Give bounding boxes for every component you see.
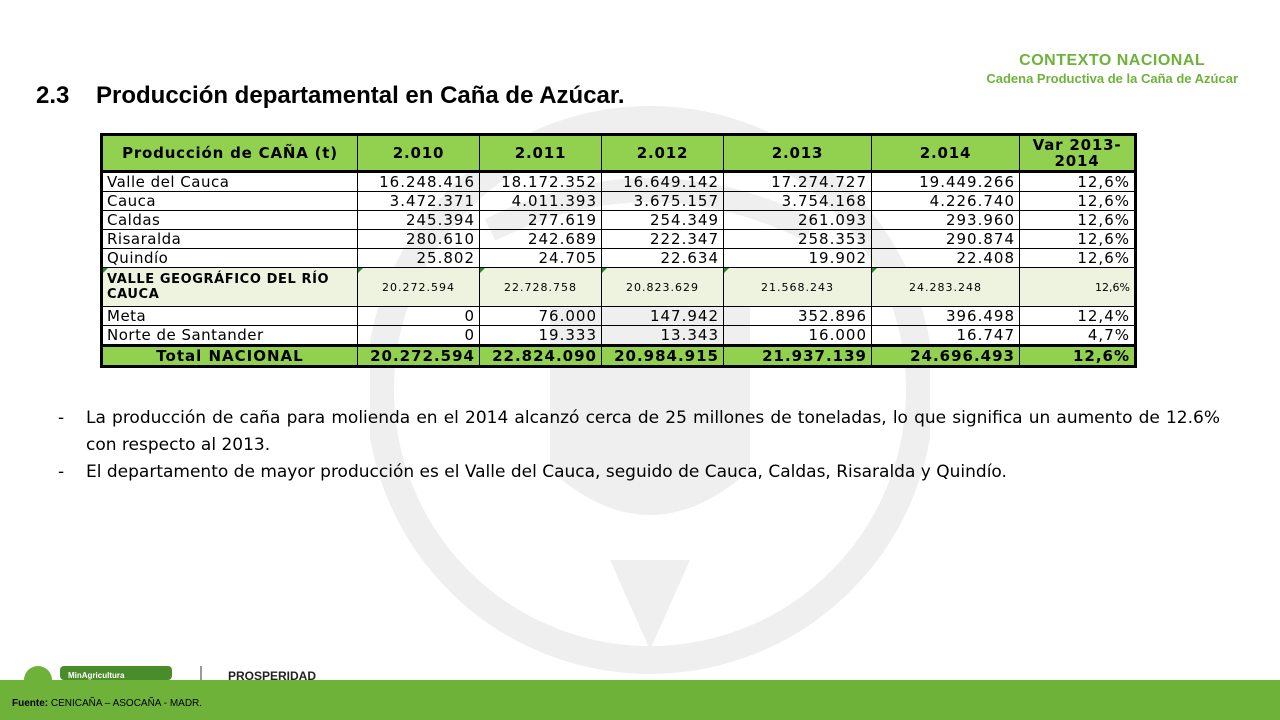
total-value: 21.937.139 — [724, 346, 872, 367]
total-value: 20.272.594 — [358, 346, 480, 367]
cell-var: 12,6% — [1020, 230, 1136, 249]
column-header: Var 2013-2014 — [1020, 135, 1136, 172]
cell-value: 242.689 — [480, 230, 602, 249]
cell-value: 76.000 — [480, 307, 602, 326]
cell-value: 19.333 — [480, 326, 602, 346]
cell-value: 258.353 — [724, 230, 872, 249]
column-header: 2.012 — [602, 135, 724, 172]
bullet-text: La producción de caña para molienda en el 2014 alcanzó cerca de 25 millones de toneladas, lo que significa un aumento de 12.6% con respecto al 2013. — [86, 408, 1220, 455]
total-value: 24.696.493 — [872, 346, 1020, 367]
table-header-row — [102, 135, 1136, 172]
logo-divider — [200, 666, 202, 680]
dept-name: Cauca — [102, 192, 358, 211]
cell-value — [358, 268, 480, 307]
cell-value: 16.248.416 — [358, 172, 480, 192]
cell-value: 396.498 — [872, 307, 1020, 326]
cell-value: 147.942 — [602, 307, 724, 326]
source-text: CENICAÑA – ASOCAÑA - MADR. — [50, 698, 203, 709]
cell-text: 20.823.629 — [626, 280, 699, 294]
prosperidad-logo-text: PROSPERIDAD — [228, 669, 317, 680]
total-var: 12,6% — [1020, 346, 1136, 367]
table-row — [102, 249, 1136, 268]
cell-value: 254.349 — [602, 211, 724, 230]
page-title — [36, 82, 625, 110]
cell-value: 22.408 — [872, 249, 1020, 268]
table-row — [102, 326, 1136, 346]
cell-value: 352.896 — [724, 307, 872, 326]
cell-value: 19.449.266 — [872, 172, 1020, 192]
cell-value: 13.343 — [602, 326, 724, 346]
context-subtitle: Cadena Productiva de la Caña de Azúcar — [986, 71, 1238, 86]
cell-value: 4.226.740 — [872, 192, 1020, 211]
context-label: CONTEXTO NACIONAL — [1019, 52, 1206, 69]
cell-value: 3.472.371 — [358, 192, 480, 211]
footer-bar — [0, 680, 1280, 720]
cell-value: 245.394 — [358, 211, 480, 230]
column-header: 2.014 — [872, 135, 1020, 172]
dept-name: Norte de Santander — [102, 326, 358, 346]
cell-var: 12,6% — [1020, 249, 1136, 268]
cell-text: 20.272.594 — [382, 280, 455, 294]
cell-value: 25.802 — [358, 249, 480, 268]
cell-value — [872, 268, 1020, 307]
cell-value: 18.172.352 — [480, 172, 602, 192]
minagricultura-logo-text: MinAgricultura — [68, 671, 125, 680]
column-header: 2.011 — [480, 135, 602, 172]
cell-var: 12,6% — [1020, 211, 1136, 230]
dept-name: Caldas — [102, 211, 358, 230]
dept-name: Quindío — [102, 249, 358, 268]
cell-value — [602, 268, 724, 307]
total-row — [102, 346, 1136, 367]
cell-value: 290.874 — [872, 230, 1020, 249]
bullet-dash: - — [58, 408, 65, 428]
cell-value: 0 — [358, 326, 480, 346]
cell-var: 12,6% — [1020, 192, 1136, 211]
list-item — [58, 405, 1220, 459]
cell-value — [480, 268, 602, 307]
cell-value: 261.093 — [724, 211, 872, 230]
table-row — [102, 230, 1136, 249]
valle-label — [102, 268, 358, 307]
valle-label-text: VALLE GEOGRÁFICO DEL RÍO CAUCA — [107, 272, 330, 302]
bullet-list — [58, 405, 1220, 486]
cell-var: 12,4% — [1020, 307, 1136, 326]
source-note — [12, 698, 202, 709]
cell-value: 293.960 — [872, 211, 1020, 230]
table-row — [102, 172, 1136, 192]
cell-value: 19.902 — [724, 249, 872, 268]
column-header: 2.010 — [358, 135, 480, 172]
dept-name: Meta — [102, 307, 358, 326]
cell-var: 4,7% — [1020, 326, 1136, 346]
title-number: 2.3 — [36, 82, 70, 109]
total-value: 20.984.915 — [602, 346, 724, 367]
cell-text: 21.568.243 — [761, 280, 834, 294]
table-row — [102, 211, 1136, 230]
column-header: 2.013 — [724, 135, 872, 172]
total-label: Total NACIONAL — [102, 346, 358, 367]
cell-value: 16.000 — [724, 326, 872, 346]
cell-var: 12,6% — [1020, 172, 1136, 192]
column-header: Producción de CAÑA (t) — [102, 135, 358, 172]
cell-value: 3.754.168 — [724, 192, 872, 211]
footer-logos — [0, 664, 400, 680]
cell-value: 222.347 — [602, 230, 724, 249]
list-item — [58, 459, 1220, 486]
bullet-text: El departamento de mayor producción es el Valle del Cauca, seguido de Cauca, Caldas, Risaralda y Quindío. — [86, 462, 1007, 482]
title-text: Producción departamental en Caña de Azúcar. — [96, 82, 625, 109]
ministry-seal-icon — [24, 666, 52, 680]
total-value: 22.824.090 — [480, 346, 602, 367]
cell-value: 16.649.142 — [602, 172, 724, 192]
dept-name: Valle del Cauca — [102, 172, 358, 192]
cell-value: 17.274.727 — [724, 172, 872, 192]
table-row — [102, 192, 1136, 211]
production-table — [100, 133, 1137, 368]
cell-value: 16.747 — [872, 326, 1020, 346]
cell-text: 22.728.758 — [504, 280, 577, 294]
section-header — [986, 52, 1238, 86]
cell-value: 3.675.157 — [602, 192, 724, 211]
table-row — [102, 307, 1136, 326]
cell-value: 277.619 — [480, 211, 602, 230]
bullet-dash: - — [58, 462, 65, 482]
cell-value: 280.610 — [358, 230, 480, 249]
cell-text: 24.283.248 — [909, 280, 982, 294]
cell-value: 22.634 — [602, 249, 724, 268]
source-label: Fuente: — [12, 698, 49, 709]
cell-value — [724, 268, 872, 307]
cell-value: 4.011.393 — [480, 192, 602, 211]
dept-name: Risaralda — [102, 230, 358, 249]
cell-value: 0 — [358, 307, 480, 326]
valle-geografico-row — [102, 268, 1136, 307]
cell-value: 24.705 — [480, 249, 602, 268]
cell-var: 12,6% — [1020, 268, 1136, 307]
